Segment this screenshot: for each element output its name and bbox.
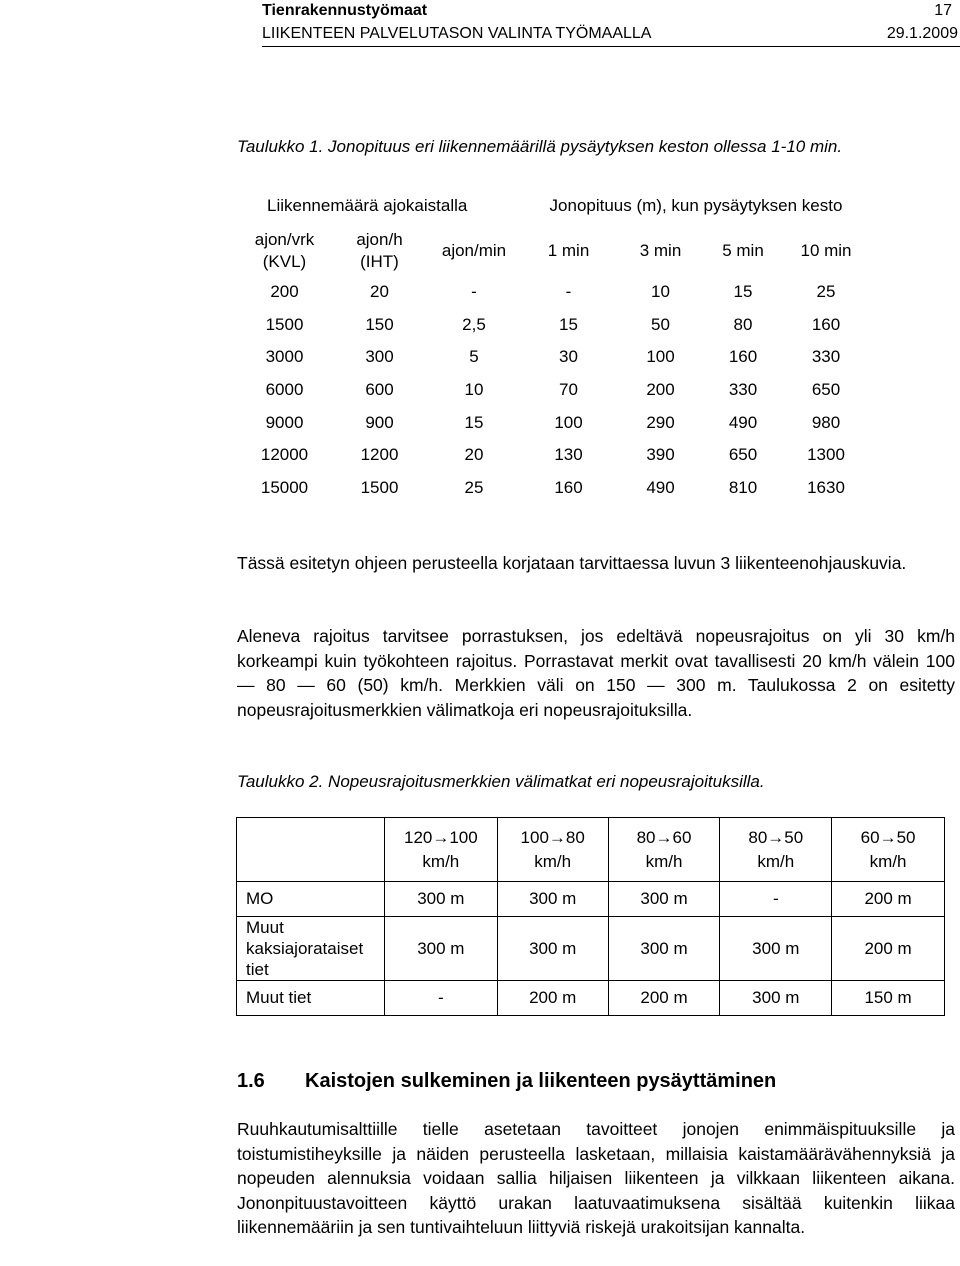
section-title: Kaistojen sulkeminen ja liikenteen pysäyttäminen xyxy=(305,1070,777,1092)
row-label: Muut tiet xyxy=(237,981,385,1016)
table-cell: 200 xyxy=(646,380,675,400)
table-cell: 330 xyxy=(728,380,758,400)
header-title: Tienrakennustyömaat xyxy=(262,2,428,19)
table-cell: 20 xyxy=(370,282,389,302)
table-row xyxy=(237,981,945,1016)
table-cell: 300 m xyxy=(608,917,720,981)
table-cell: 1300 xyxy=(807,445,845,465)
column-header-speed: 120→100 xyxy=(403,827,478,847)
column-header-speed: 100→80 xyxy=(520,827,585,847)
column-header xyxy=(497,818,608,882)
section-number: 1.6 xyxy=(237,1070,265,1092)
table-cell: 5 xyxy=(469,347,479,367)
table-cell: 980 xyxy=(811,412,841,432)
table-row xyxy=(237,309,871,342)
table-cell: - xyxy=(384,981,497,1016)
column-header: ajon/min xyxy=(441,241,507,260)
table-row xyxy=(237,917,945,981)
table-cell: 15 xyxy=(464,412,484,432)
table-cell: 1200 xyxy=(360,445,399,465)
column-header-unit: km/h xyxy=(869,851,907,871)
table-cell: - xyxy=(471,282,477,302)
table-cell: 12000 xyxy=(260,445,309,465)
table-cell: 200 m xyxy=(608,981,720,1016)
table-cell: 200 m xyxy=(497,981,608,1016)
column-header xyxy=(832,818,945,882)
table-cell: 3000 xyxy=(265,347,304,367)
table-cell: 30 xyxy=(559,347,578,367)
header-date: 29.1.2009 xyxy=(886,25,958,42)
traffic-volume-group-header: Liikennemäärä ajokaistalla xyxy=(267,196,468,215)
column-header: 5 min xyxy=(722,241,764,260)
table-cell: 810 xyxy=(728,477,758,497)
table-cell: 650 xyxy=(728,445,758,465)
table-row xyxy=(237,374,871,407)
table-cell: 900 xyxy=(365,412,394,432)
table-cell: 1500 xyxy=(265,314,304,334)
empty-corner-cell xyxy=(237,818,385,882)
table-header-row xyxy=(237,186,871,226)
table-cell: 600 xyxy=(365,380,394,400)
column-header xyxy=(608,818,720,882)
column-header: 1 min xyxy=(547,241,590,260)
table-cell: 50 xyxy=(651,314,670,334)
table-cell: 150 xyxy=(365,314,394,334)
table-cell: 300 xyxy=(365,347,394,367)
table-row xyxy=(237,439,871,472)
table-cell: 200 m xyxy=(832,882,945,917)
table-cell: 300 m xyxy=(497,917,608,981)
table-cell: 330 xyxy=(811,347,841,367)
column-header-unit: km/h xyxy=(757,851,795,871)
table-cell: - xyxy=(720,882,832,917)
table-cell: 25 xyxy=(464,477,484,497)
table-cell: 200 m xyxy=(832,917,945,981)
table-cell: 100 xyxy=(646,347,675,367)
table-cell: 650 xyxy=(811,380,841,400)
table2-caption: Taulukko 2. Nopeusrajoitusmerkkien välimatkat eri nopeusrajoituksilla. xyxy=(237,772,765,791)
column-header: 3 min xyxy=(639,241,682,260)
table-cell: 390 xyxy=(646,445,675,465)
column-header: ajon/vrk (KVL) xyxy=(254,230,315,271)
table-cell: 15 xyxy=(559,314,578,334)
column-header-unit: km/h xyxy=(645,851,683,871)
table-cell: 200 xyxy=(270,282,299,302)
table-header-row xyxy=(237,226,871,276)
table-cell: 490 xyxy=(646,477,675,497)
column-header-speed: 80→50 xyxy=(748,827,804,847)
paragraph-1: Tässä esitetyn ohjeen perusteella korjataan tarvittaessa luvun 3 liikenteenohjauskuvia. xyxy=(237,553,907,573)
table-cell: 290 xyxy=(646,412,675,432)
table-cell: 2,5 xyxy=(462,314,486,334)
table-cell: 10 xyxy=(464,380,484,400)
queue-length-group-header: Jonopituus (m), kun pysäytyksen kesto xyxy=(549,196,843,215)
table-cell: 15000 xyxy=(260,477,309,497)
header-divider xyxy=(262,46,960,47)
column-header-unit: km/h xyxy=(422,851,460,871)
table-row xyxy=(237,341,871,374)
table-cell: 130 xyxy=(554,445,583,465)
section-body: Ruuhkautumisalttiille tielle asetetaan tavoitteet jonojen enimmäispituuksille ja toistumistiheyksille ja näiden perusteella lasketaan, millaisia kaistamäärävähennyksiä ja nopeuden alennuksia voidaan sallia hiljaisen liikenteen ja vilkkaan liikenteen aikana. Jononpituustavoitteen käyttö urakan laatuvaatimuksena sisältää kuitenkin liikaa liikennemääriin ja sen tuntivaihteluun liittyviä riskejä urakoitsijan kannalta. xyxy=(237,1119,955,1237)
table1-caption: Taulukko 1. Jonopituus eri liikennemäärillä pysäytyksen keston ollessa 1-10 min. xyxy=(237,137,843,156)
table-row xyxy=(237,406,871,439)
table-row xyxy=(237,472,871,505)
column-header-speed: 80→60 xyxy=(636,827,692,847)
column-header-speed: 60→50 xyxy=(860,827,916,847)
table-cell: 25 xyxy=(816,282,836,302)
table-row xyxy=(237,276,871,309)
table-cell: 490 xyxy=(728,412,758,432)
table-cell: 1500 xyxy=(360,477,399,497)
table-cell: 20 xyxy=(464,445,484,465)
table-row xyxy=(237,882,945,917)
row-label: Muut kaksiajorataiset tiet xyxy=(237,917,385,981)
table-cell: 300 m xyxy=(608,882,720,917)
table-cell: 100 xyxy=(554,412,583,432)
header-subtitle: LIIKENTEEN PALVELUTASON VALINTA TYÖMAALLA xyxy=(262,25,652,42)
table-cell: 160 xyxy=(728,347,758,367)
table-cell: 300 m xyxy=(720,981,832,1016)
table-cell: 80 xyxy=(733,314,753,334)
table-cell: 300 m xyxy=(384,917,497,981)
page-number: 17 xyxy=(934,2,952,19)
row-label: MO xyxy=(237,882,385,917)
table-cell: 9000 xyxy=(265,412,304,432)
table-cell: 1630 xyxy=(807,477,845,497)
speed-sign-distance-table xyxy=(236,817,945,1016)
table-cell: 10 xyxy=(651,282,670,302)
table-cell: 160 xyxy=(554,477,583,497)
column-header: 10 min xyxy=(800,241,852,260)
column-header xyxy=(384,818,497,882)
table-cell: 300 m xyxy=(384,882,497,917)
column-header xyxy=(720,818,832,882)
table-cell: 300 m xyxy=(720,917,832,981)
page-header xyxy=(262,2,960,46)
table-cell: 6000 xyxy=(265,380,304,400)
queue-length-table xyxy=(237,186,871,504)
table-cell: - xyxy=(565,282,572,302)
column-header-unit: km/h xyxy=(534,851,572,871)
table-cell: 150 m xyxy=(832,981,945,1016)
paragraph-2: Aleneva rajoitus tarvitsee porrastuksen, jos edeltävä nopeusrajoitus on yli 30 km/h korkeampi kuin työkohteen rajoitus. Porrastavat merkit ovat tavallisesti 20 km/h välein 100 — 80 — 60 (50) km/h. Merkkien väli on 150 — 300 m. Taulukossa 2 on esitetty nopeusrajoitusmerkkien välimatkoja eri nopeusrajoituksilla. xyxy=(237,626,955,720)
table-cell: 300 m xyxy=(497,882,608,917)
table-cell: 15 xyxy=(733,282,753,302)
table-cell: 70 xyxy=(559,380,578,400)
table-header-row xyxy=(237,818,945,882)
column-header: ajon/h (IHT) xyxy=(356,230,403,271)
table-cell: 160 xyxy=(811,314,841,334)
